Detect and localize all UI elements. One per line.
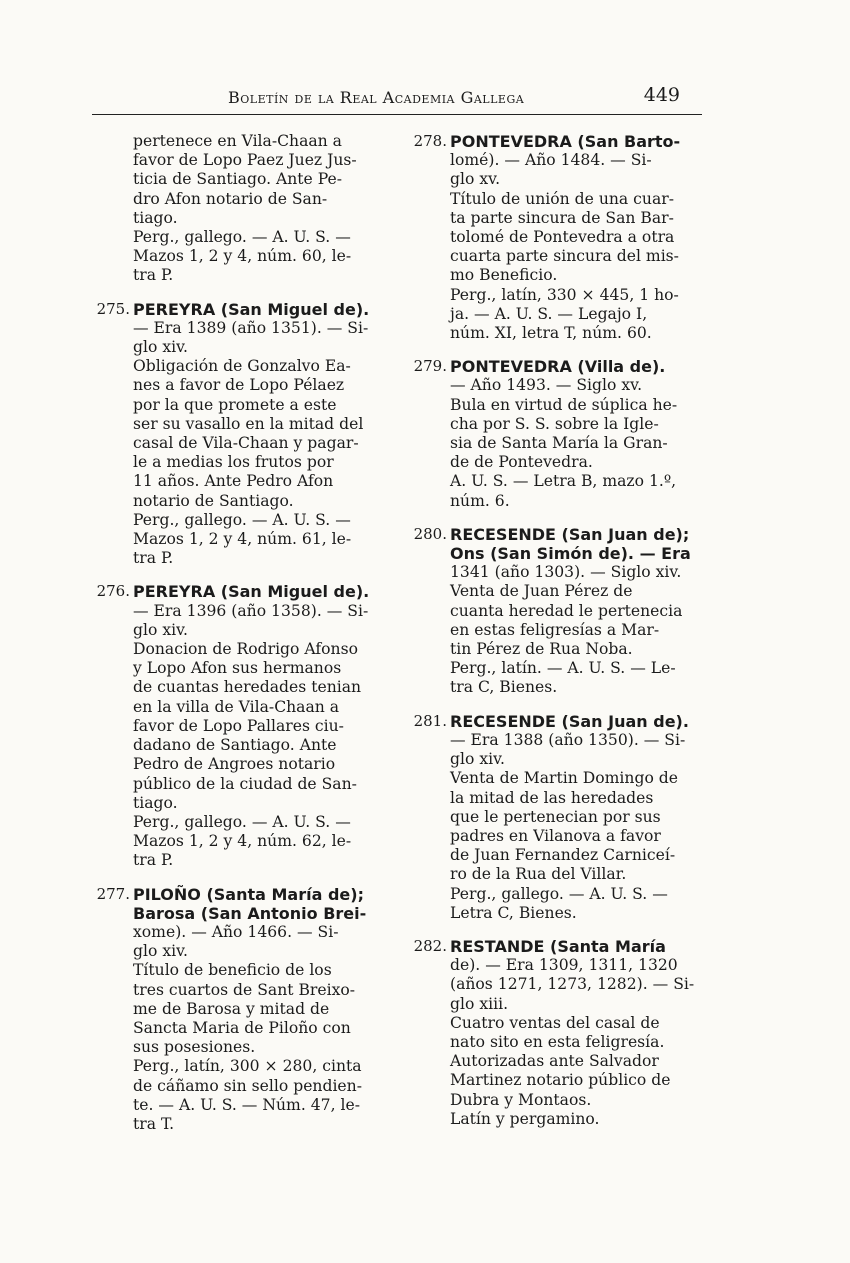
entry-line: y Lopo Afon sus hermanos — [133, 659, 342, 678]
page-number: 449 — [643, 84, 680, 106]
entry-line: tra C, Bienes. — [450, 678, 558, 697]
entry-line: cuanta heredad le pertenecia — [450, 601, 683, 620]
entry-line: de). — Era 1309, 1311, 1320 — [450, 956, 678, 975]
entry-line: Cuatro ventas del casal de — [450, 1013, 660, 1032]
entry-line: ro de la Rua del Villar. — [450, 865, 627, 884]
entry-line: nes a favor de Lopo Pélaez — [133, 376, 345, 395]
entry-line: tra P. — [133, 851, 174, 870]
catalog-entry — [88, 300, 398, 569]
entry-number: 277. — [96, 884, 130, 903]
entry-line: Venta de Martin Domingo de — [450, 769, 679, 788]
entry-line: 1341 (año 1303). — Siglo xiv. — [450, 563, 682, 582]
entry-line: glo xiv. — [133, 338, 189, 357]
entry-line: tres cuartos de Sant Breixo- — [133, 980, 356, 999]
entry-line: dro Afon notario de San- — [133, 189, 328, 208]
entry-line: — Era 1396 (año 1358). — Si- — [133, 601, 369, 620]
entry-line: glo xiv. — [133, 942, 189, 961]
entry-heading: PONTEVEDRA (San Barto- — [450, 132, 681, 151]
entry-line: sia de Santa María la Gran- — [450, 434, 668, 453]
entry-heading: PEREYRA (San Miguel de). — [133, 582, 370, 602]
page-header — [92, 84, 702, 115]
entry-line: glo xv. — [450, 170, 501, 189]
entry-heading: Barosa (San Antonio Brei- — [133, 903, 367, 923]
entry-number: 282. — [413, 936, 447, 955]
entry-line: — Año 1493. — Siglo xv. — [450, 376, 643, 395]
entry-line: ta parte sincura de San Bar- — [450, 208, 674, 227]
entry-line: glo xiv. — [133, 620, 189, 639]
right-column — [405, 132, 715, 1143]
entry-line: Autorizadas ante Salvador — [450, 1052, 659, 1071]
left-column — [88, 132, 398, 1148]
entry-number: 279. — [413, 357, 447, 376]
entry-line: Latín y pergamino. — [450, 1109, 600, 1128]
entry-line: Sancta Maria de Piloño con — [133, 1018, 351, 1037]
catalog-entry — [405, 132, 715, 343]
entry-line: de cuantas heredades tenian — [133, 678, 362, 697]
entry-line: en estas feligresías a Mar- — [450, 620, 660, 639]
entry-heading: PONTEVEDRA (Villa de). — [450, 357, 666, 377]
entry-line: le a medias los frutos por — [133, 453, 334, 472]
running-title: Boletín de la Real Academia Gallega — [228, 88, 525, 107]
entry-line: de de Pontevedra. — [450, 453, 593, 472]
entry-line: pertenece en Vila-Chaan a — [133, 132, 342, 150]
entry-line: Pedro de Angroes notario — [133, 755, 336, 774]
entry-line: Perg., gallego. — A. U. S. — — [450, 884, 668, 903]
continued-entry — [88, 132, 398, 286]
entry-heading: Ons (San Simón de). — Era — [450, 544, 691, 564]
entry-line: que le pertenecian por sus — [450, 807, 661, 826]
entry-line: dadano de Santiago. Ante — [133, 736, 337, 755]
entry-line: tolomé de Pontevedra a otra — [450, 228, 675, 247]
entry-line: Letra C, Bienes. — [450, 903, 577, 922]
entry-line: tra P. — [133, 549, 174, 568]
entry-line: Perg., gallego. — A. U. S. — — [133, 510, 351, 529]
entry-number: 280. — [413, 524, 447, 543]
entry-number: 275. — [96, 299, 130, 318]
entry-line: tin Pérez de Rua Noba. — [450, 640, 633, 659]
entry-number: 281. — [413, 711, 447, 730]
entry-line: núm. 6. — [450, 491, 510, 510]
catalog-entry — [405, 712, 715, 923]
entry-line: de cáñamo sin sello pendien- — [133, 1076, 362, 1095]
entry-line: Perg., latín. — A. U. S. — Le- — [450, 659, 676, 678]
entry-line: favor de Lopo Paez Juez Jus- — [133, 151, 357, 170]
entry-line: casal de Vila-Chaan y pagar- — [133, 434, 359, 453]
entry-line: — Era 1388 (año 1350). — Si- — [450, 730, 686, 749]
entry-line: cha por S. S. sobre la Igle- — [450, 414, 659, 433]
entry-line: lomé). — Año 1484. — Si- — [450, 151, 652, 170]
entry-line: núm. XI, letra T, núm. 60. — [450, 324, 652, 343]
entry-heading: RECESENDE (San Juan de). — [450, 711, 689, 731]
entry-line: — Era 1389 (año 1351). — Si- — [133, 318, 369, 337]
entry-heading: RESTANDE (Santa María — [450, 936, 666, 956]
entry-line: tiago. — [133, 208, 178, 227]
entry-line: Martinez notario público de — [450, 1071, 671, 1090]
entry-line: de Juan Fernandez Carniceí- — [450, 846, 676, 865]
entry-heading: RECESENDE (San Juan de); — [450, 524, 690, 544]
entry-line: Título de beneficio de los — [133, 961, 332, 980]
entry-line: Venta de Juan Pérez de — [450, 582, 633, 601]
entry-line: glo xiii. — [450, 994, 509, 1013]
entry-line: tra P. — [133, 266, 174, 285]
entry-line: ja. — A. U. S. — Legajo I, — [450, 304, 648, 323]
entry-number: 278. — [413, 132, 447, 150]
entry-line: Perg., gallego. — A. U. S. — — [133, 812, 351, 831]
catalog-entry — [88, 885, 398, 1135]
catalog-entry — [405, 525, 715, 698]
catalog-entry — [88, 582, 398, 870]
entry-line: Bula en virtud de súplica he- — [450, 395, 678, 414]
entry-line: 11 años. Ante Pedro Afon — [133, 472, 334, 491]
entry-line: por la que promete a este — [133, 395, 337, 414]
catalog-entry — [405, 937, 715, 1129]
catalog-entry — [405, 357, 715, 511]
entry-line: tiago. — [133, 793, 178, 812]
entry-line: me de Barosa y mitad de — [133, 999, 330, 1018]
entry-heading: PEREYRA (San Miguel de). — [133, 299, 370, 319]
entry-line: mo Beneficio. — [450, 266, 558, 285]
entry-line: Mazos 1, 2 y 4, núm. 60, le- — [133, 247, 352, 266]
entry-line: Mazos 1, 2 y 4, núm. 61, le- — [133, 530, 352, 549]
entry-heading: PILOÑO (Santa María de); — [133, 884, 364, 904]
entry-line: favor de Lopo Pallares ciu- — [133, 716, 344, 735]
entry-line: Perg., latín, 330 × 445, 1 ho- — [450, 285, 679, 304]
entry-line: Perg., latín, 300 × 280, cinta — [133, 1057, 362, 1076]
entry-line: te. — A. U. S. — Núm. 47, le- — [133, 1095, 360, 1114]
entry-line: público de la ciudad de San- — [133, 774, 357, 793]
entry-line: Donacion de Rodrigo Afonso — [133, 640, 358, 659]
entry-line: glo xiv. — [450, 750, 506, 769]
entry-line: Obligación de Gonzalvo Ea- — [133, 357, 351, 376]
entry-line: Perg., gallego. — A. U. S. — — [133, 228, 351, 247]
entry-line: (años 1271, 1273, 1282). — Si- — [450, 975, 695, 994]
entry-line: Mazos 1, 2 y 4, núm. 62, le- — [133, 832, 352, 851]
entry-line: en la villa de Vila-Chaan a — [133, 697, 340, 716]
entry-line: notario de Santiago. — [133, 491, 294, 510]
entry-line: A. U. S. — Letra B, mazo 1.º, — [450, 472, 677, 491]
entry-line: nato sito en esta feligresía. — [450, 1032, 665, 1051]
entry-line: tra T. — [133, 1114, 175, 1133]
entry-line: sus posesiones. — [133, 1038, 256, 1057]
entry-line: ser su vasallo en la mitad del — [133, 414, 364, 433]
entry-line: Título de unión de una cuar- — [450, 189, 674, 208]
entry-line: xome). — Año 1466. — Si- — [133, 922, 339, 941]
entry-line: padres en Vilanova a favor — [450, 826, 661, 845]
entry-line: Dubra y Montaos. — [450, 1090, 592, 1109]
entry-line: ticia de Santiago. Ante Pe- — [133, 170, 343, 189]
entry-line: la mitad de las heredades — [450, 788, 654, 807]
entry-number: 276. — [96, 582, 130, 601]
entry-line: cuarta parte sincura del mis- — [450, 247, 679, 266]
